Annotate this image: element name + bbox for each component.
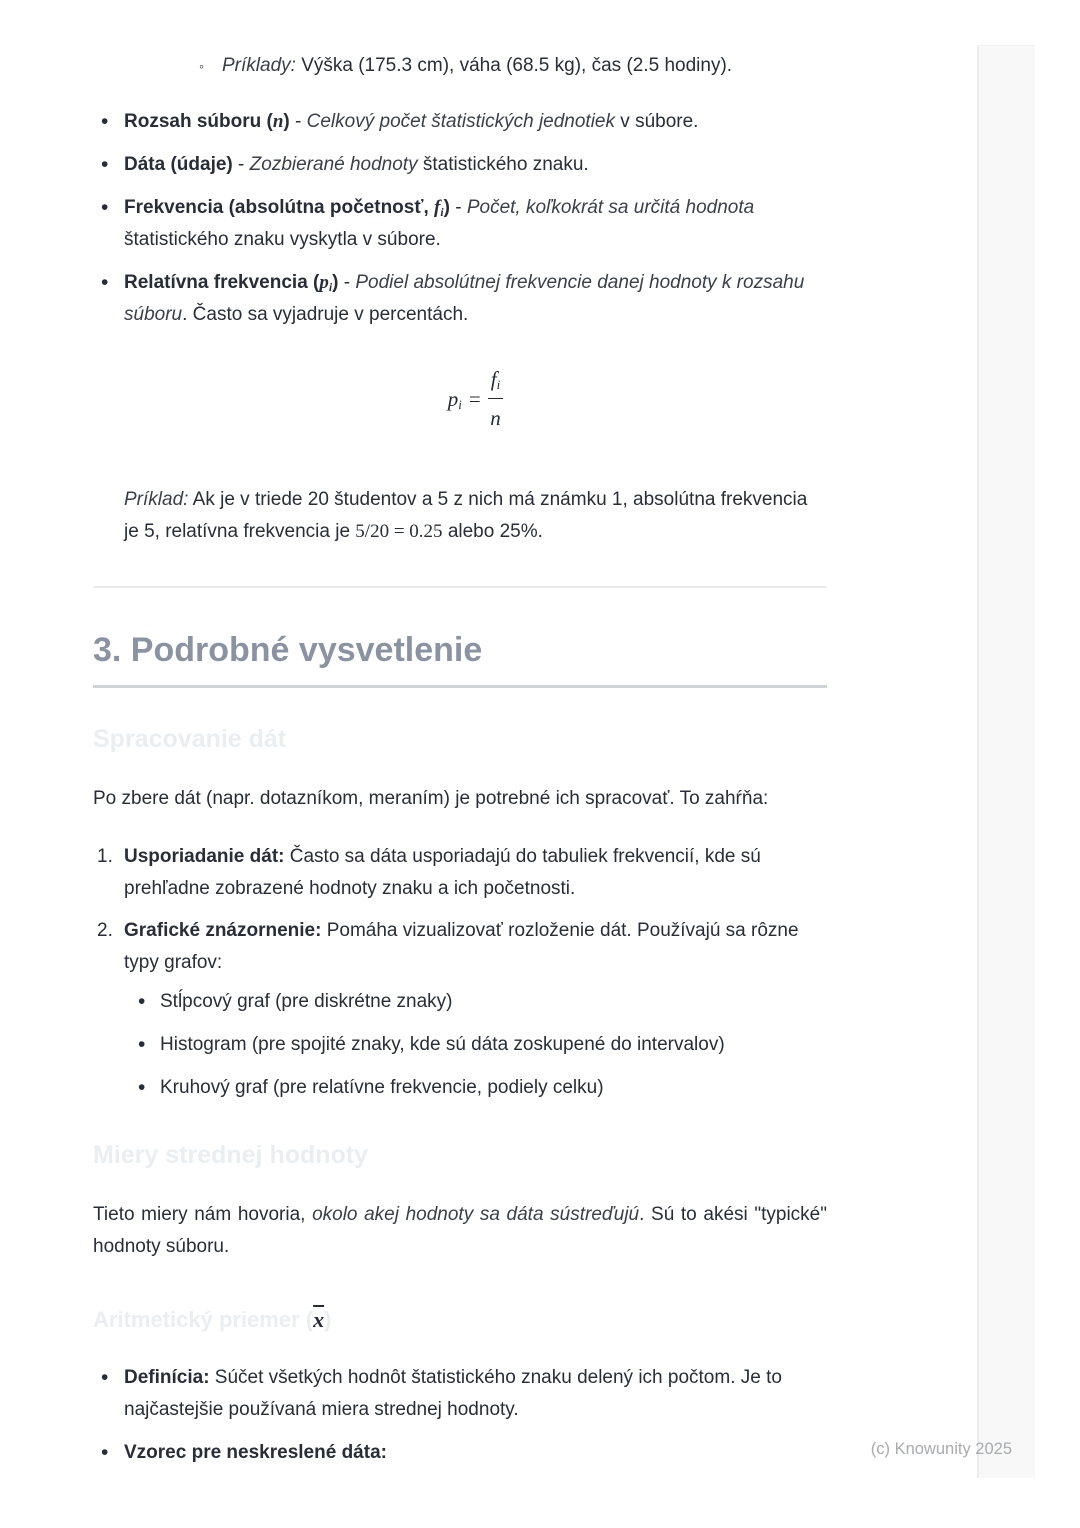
- step-number: 1.: [97, 846, 113, 867]
- step-text: Často sa dáta usporiadajú do tabuliek frekvencií, kde sú prehľadne zobrazené hodnoty znaku a ich početnosti.: [124, 846, 761, 899]
- subsection-heading-miery: Miery strednej hodnoty: [93, 1141, 369, 1169]
- formula-label-item: [93, 1437, 827, 1469]
- dash: -: [289, 111, 307, 132]
- step-item-graficke: [93, 915, 827, 1104]
- definition-text: Súčet všetkých hodnôt štatistického znaku delený ich počtom. Je to najčastejšie používaná miera strednej hodnoty.: [124, 1367, 782, 1420]
- subsection-heading-aritmeticky-priemer: [93, 1305, 827, 1335]
- fraction-numerator: $f_i$: [488, 363, 503, 399]
- term-item-relativna-frekvencia: [93, 267, 827, 331]
- fraction: [488, 363, 503, 434]
- term-item-frekvencia: [93, 192, 827, 256]
- example-math: 5/20 = 0.25: [355, 521, 443, 542]
- term-definition-italic: Počet, koľkokrát sa určitá hodnota: [466, 197, 755, 218]
- definition-bold: Definícia:: [124, 1367, 210, 1388]
- paragraph-miery: [93, 1199, 827, 1263]
- relative-frequency-formula: [93, 363, 827, 434]
- formula-lhs: $p_i$: [447, 386, 462, 412]
- subsection-heading-spracovanie-dat: Spracovanie dát: [93, 725, 287, 753]
- divider: [93, 685, 827, 688]
- example-text-after: alebo 25%.: [442, 521, 543, 542]
- heading-text-close: ): [324, 1307, 332, 1332]
- dash: -: [449, 197, 467, 218]
- math-symbol: $p_i$: [319, 272, 333, 294]
- term-definition-italic: Podiel absolútnej frekvencie danej hodnoty k rozsahu súboru: [124, 272, 805, 325]
- chart-type-item: • Kruhový graf (pre relatívne frekvencie, podiely celku): [124, 1072, 827, 1104]
- term-list: [93, 106, 827, 331]
- step-bold: Usporiadanie dát:: [124, 846, 285, 867]
- example-text: Ak je v triede 20 študentov a 5 z nich má známku 1, absolútna frekvencia je 5, relatívna frekvencia je: [124, 489, 808, 542]
- math-symbol: n: [272, 111, 284, 132]
- term-bold-close: ): [443, 197, 450, 218]
- term-definition-italic: Zozbierané hodnoty: [249, 154, 418, 175]
- hollow-bullet-icon: ◦: [199, 58, 204, 74]
- paragraph-italic: okolo akej hodnoty sa dáta sústreďujú: [312, 1204, 640, 1225]
- step-bold: Grafické znázornenie:: [124, 920, 322, 941]
- x-bar-symbol: x: [313, 1307, 325, 1332]
- processing-steps-list: [93, 841, 827, 1104]
- definition-item: [93, 1362, 827, 1426]
- term-definition-plain: . Často sa vyjadruje v percentách.: [182, 304, 469, 325]
- example-label: Príklad:: [124, 489, 189, 510]
- example-text: Výška (175.3 cm), váha (68.5 kg), čas (2.5 hodiny).: [295, 55, 733, 76]
- term-bold-close: ): [332, 272, 339, 293]
- example-paragraph: [93, 484, 827, 548]
- term-definition-plain: v súbore.: [615, 111, 699, 132]
- divider: [93, 586, 827, 588]
- example-label: Príklady:: [222, 55, 296, 76]
- copyright-watermark: (c) Knowunity 2025: [870, 1440, 1012, 1458]
- step-item-usporiadanie: [93, 841, 827, 905]
- chart-type-item: • Stĺpcový graf (pre diskrétne znaky): [124, 986, 827, 1018]
- example-sub-bullet: [93, 50, 827, 82]
- fraction-denominator: n: [490, 406, 501, 430]
- chart-type-item: • Histogram (pre spojité znaky, kde sú dáta zoskupené do intervalov): [124, 1029, 827, 1061]
- term-definition-italic: Celkový počet štatistických jednotiek: [306, 111, 616, 132]
- chart-types-list: [124, 986, 827, 1104]
- equals-sign: =: [468, 386, 481, 411]
- dash: -: [338, 272, 356, 293]
- term-bold: Relatívna frekvencia (: [124, 272, 320, 293]
- term-bold: Dáta (údaje): [124, 154, 233, 175]
- dash: -: [232, 154, 250, 175]
- scrollbar-track[interactable]: [977, 45, 1035, 1478]
- math-symbol: $f_i$: [434, 197, 444, 219]
- definition-list: [93, 1362, 827, 1469]
- term-definition-plain: štatistického znaku vyskytla v súbore.: [124, 229, 441, 250]
- term-item-rozsah: [93, 106, 827, 138]
- section-heading: 3. Podrobné vysvetlenie: [93, 631, 483, 669]
- term-bold-close: ): [283, 111, 290, 132]
- term-bold: Rozsah súboru (: [124, 111, 273, 132]
- definition-bold: Vzorec pre neskreslené dáta:: [124, 1442, 387, 1463]
- heading-text: Aritmetický priemer (: [93, 1307, 314, 1332]
- step-text: Pomáha vizualizovať rozloženie dát. Používajú sa rôzne typy grafov:: [124, 920, 799, 973]
- paragraph-text-after: . Sú to akési "typické" hodnoty súboru.: [93, 1204, 827, 1257]
- paragraph-spracovanie: Po zbere dát (napr. dotazníkom, meraním) je potrebné ich spracovať. To zahŕňa:: [93, 788, 769, 809]
- term-item-data: [93, 149, 827, 181]
- step-number: 2.: [97, 920, 113, 941]
- term-definition-plain: štatistického znaku.: [417, 154, 589, 175]
- document-content: [93, 0, 827, 1480]
- term-bold: Frekvencia (absolútna početnosť,: [124, 197, 435, 218]
- paragraph-text: Tieto miery nám hovoria,: [93, 1204, 313, 1225]
